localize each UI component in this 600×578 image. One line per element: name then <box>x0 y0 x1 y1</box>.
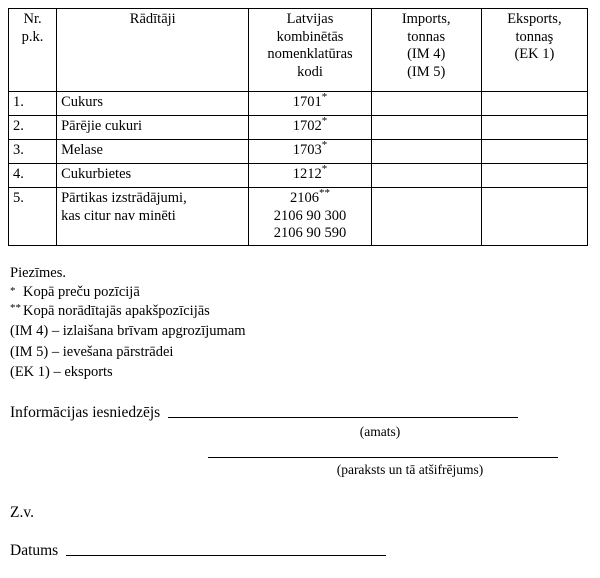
cell-radit-line1: Cukurs <box>61 94 103 110</box>
submitter-row <box>10 404 600 422</box>
cell-radit <box>57 188 249 246</box>
date-row <box>10 542 600 560</box>
header-cell-imports <box>371 9 481 92</box>
cell-eksports[interactable] <box>481 188 587 246</box>
signature-section <box>10 404 600 560</box>
cell-nr: 5. <box>9 188 57 246</box>
cell-kodi <box>249 116 371 140</box>
table-row <box>9 116 588 140</box>
signature-input-line[interactable] <box>208 456 558 458</box>
header-cell-nr <box>9 9 57 92</box>
table-row <box>9 92 588 116</box>
cell-kodi-line1 <box>253 91 366 112</box>
caption-signature: (paraksts un tā atšifrējums) <box>336 461 484 477</box>
footnote-marker: * <box>321 115 328 128</box>
notes-section <box>10 264 600 382</box>
cell-kodi-line2: 2106 90 300 <box>273 207 347 224</box>
code-value: 2106 <box>290 190 319 206</box>
cell-imports[interactable] <box>371 92 481 116</box>
caption-position: (amats) <box>359 423 401 439</box>
cell-radit-line1: Pārējie cukuri <box>61 118 143 134</box>
submitter-label: Informācijas iesniedzējs <box>10 403 161 421</box>
code-value: 1702 <box>292 118 322 134</box>
note-plain: (EK 1) – eksports <box>10 363 113 380</box>
date-label: Datums <box>10 541 59 559</box>
table-header-row <box>9 9 588 92</box>
cell-imports[interactable] <box>371 140 481 164</box>
cell-eksports[interactable] <box>481 116 587 140</box>
cell-radit-line1: Pārtikas izstrādājumi, <box>61 190 187 206</box>
cell-kodi <box>249 188 371 246</box>
header-eksports-line3: (EK 1) <box>514 46 555 63</box>
cell-kodi-line3: 2106 90 590 <box>273 225 347 242</box>
header-nr-line2: p.k. <box>21 28 44 45</box>
footnote-marker: ** <box>319 187 330 200</box>
notes-title: Piezīmes. <box>10 265 66 282</box>
cell-radit <box>57 116 249 140</box>
header-cell-eksports <box>481 9 587 92</box>
note-item <box>10 283 600 302</box>
cell-kodi <box>249 140 371 164</box>
code-value: 1703 <box>292 142 322 158</box>
header-kodi-line2: kombinētās <box>276 28 344 45</box>
header-kodi-line1: Latvijas <box>286 11 334 27</box>
header-radit-line1: Rādītāji <box>129 11 176 27</box>
note-item <box>10 302 600 321</box>
header-cell-radit <box>57 9 249 92</box>
cell-kodi-line1 <box>253 163 366 184</box>
code-value: 1701 <box>292 94 322 110</box>
footnote-marker: * <box>321 139 328 152</box>
header-eksports-line2: tonnaş <box>515 28 554 45</box>
signature-row <box>208 456 600 458</box>
cell-imports[interactable] <box>371 188 481 246</box>
footnote-marker: * <box>321 91 328 104</box>
table-row <box>9 188 588 246</box>
cell-nr: 2. <box>9 116 57 140</box>
cell-kodi <box>249 92 371 116</box>
header-imports-line1: Imports, <box>401 11 451 27</box>
note-plain: (IM 4) – izlaišana brīvam apgrozījumam <box>10 323 246 340</box>
header-kodi-line4: kodi <box>297 64 323 81</box>
header-imports-line4: (IM 5) <box>407 64 446 81</box>
header-imports-line2: tonnas <box>407 28 446 45</box>
cell-eksports[interactable] <box>481 140 587 164</box>
cell-radit-line2: kas citur nav minēti <box>61 207 176 224</box>
cell-nr: 4. <box>9 164 57 188</box>
cell-radit <box>57 92 249 116</box>
header-cell-kodi <box>249 9 371 92</box>
table-body <box>9 92 588 246</box>
cell-nr: 1. <box>9 92 57 116</box>
cell-nr: 3. <box>9 140 57 164</box>
note-text: Kopā preču pozīcijā <box>23 284 140 301</box>
header-nr-line1: Nr. <box>23 11 42 27</box>
cell-kodi-line1 <box>253 115 366 136</box>
cell-imports[interactable] <box>371 116 481 140</box>
code-value: 1212 <box>292 166 322 182</box>
footnote-marker-double: ** <box>10 302 21 315</box>
cell-eksports[interactable] <box>481 92 587 116</box>
submitter-input-line[interactable] <box>168 416 518 418</box>
date-input-line[interactable] <box>66 554 386 556</box>
note-text: Kopā norādītajās apakšpozīcijās <box>23 303 210 320</box>
cell-radit-line1: Cukurbietes <box>61 166 132 182</box>
cell-radit-line1: Melase <box>61 142 103 158</box>
header-kodi-line3: nomenklatūras <box>267 46 353 63</box>
cell-radit <box>57 140 249 164</box>
cell-kodi <box>249 164 371 188</box>
cell-eksports[interactable] <box>481 164 587 188</box>
data-table <box>8 8 588 246</box>
document-page <box>0 8 600 578</box>
cell-radit <box>57 164 249 188</box>
table-row <box>9 164 588 188</box>
cell-kodi-line1 <box>253 187 366 208</box>
table-header <box>9 9 588 92</box>
header-imports-line3: (IM 4) <box>407 46 446 63</box>
table-row <box>9 140 588 164</box>
seal-label: Z.v. <box>10 503 34 521</box>
header-eksports-line1: Eksports, <box>507 11 562 27</box>
footnote-marker: * <box>321 163 328 176</box>
note-plain: (IM 5) – ievešana pārstrādei <box>10 343 174 360</box>
cell-imports[interactable] <box>371 164 481 188</box>
cell-kodi-line1 <box>253 139 366 160</box>
footnote-marker-single: * <box>10 285 16 298</box>
